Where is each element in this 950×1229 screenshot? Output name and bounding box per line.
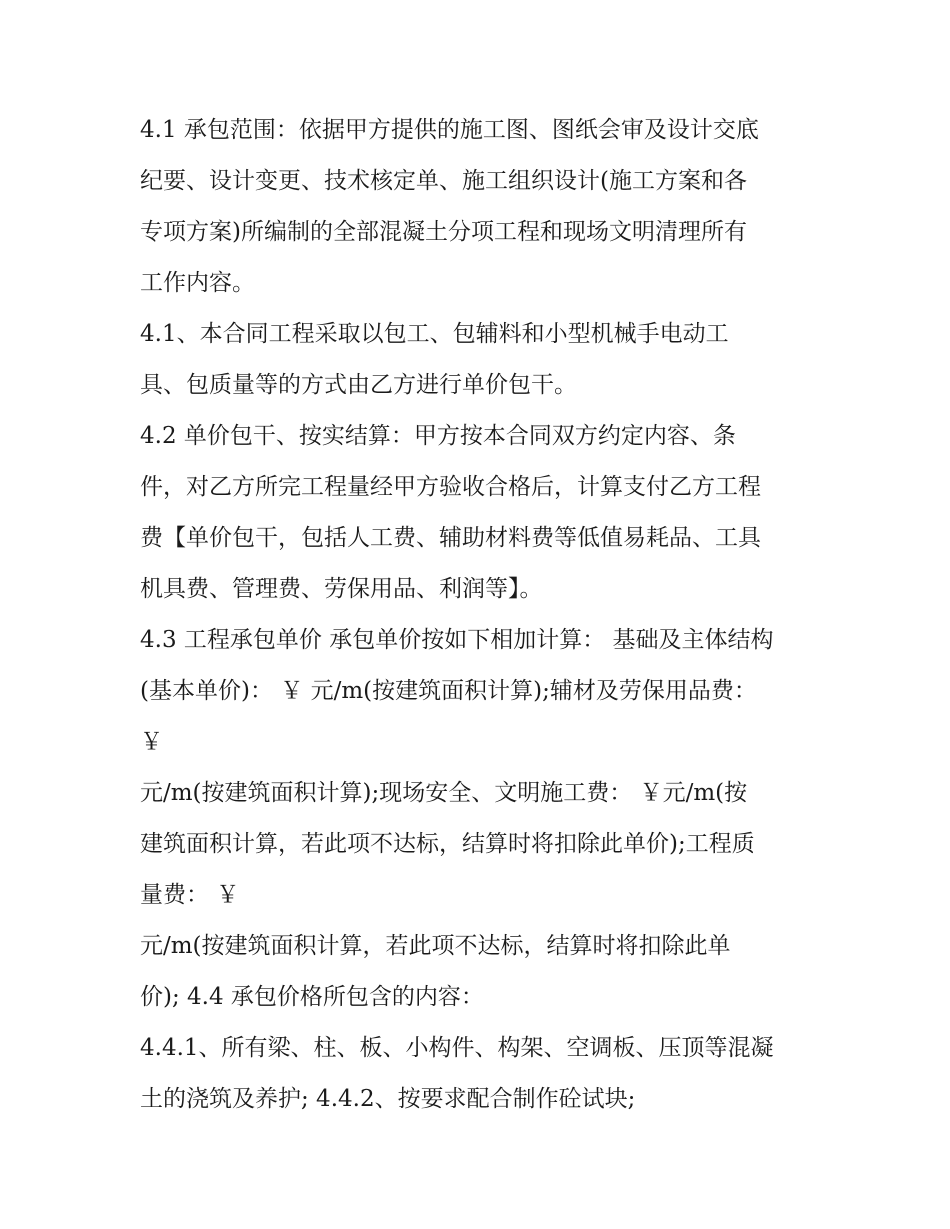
text-line: 专项方案)所编制的全部混凝土分项工程和现场文明清理所有 bbox=[140, 219, 747, 245]
text-line: 4.4.1、所有梁、柱、板、小构件、构架、空调板、压顶等混凝 bbox=[140, 1035, 774, 1061]
text-line: 建筑面积计算，若此项不达标，结算时将扣除此单价);工程质 bbox=[140, 831, 755, 857]
text-line: 费【单价包干，包括人工费、辅助材料费等低值易耗品、工具 bbox=[140, 525, 761, 551]
text-line: 土的浇筑及养护; 4.4.2、按要求配合制作砼试块; bbox=[140, 1086, 636, 1112]
text-line: 4.3 工程承包单价 承包单价按如下相加计算： 基础及主体结构 bbox=[140, 627, 774, 653]
text-line: 量费： ￥ bbox=[140, 882, 240, 908]
text-line: 4.2 单价包干、按实结算：甲方按本合同双方约定内容、条 bbox=[140, 423, 736, 449]
text-line: 件，对乙方所完工程量经甲方验收合格后，计算支付乙方工程 bbox=[140, 474, 761, 500]
text-line: 纪要、设计变更、技术核定单、施工组织设计(施工方案和各 bbox=[140, 168, 747, 194]
text-line: 价); 4.4 承包价格所包含的内容： bbox=[140, 984, 484, 1010]
text-line: 机具费、管理费、劳保用品、利润等】。 bbox=[140, 576, 543, 602]
contract-text-body bbox=[140, 112, 830, 1132]
text-line: 元/m(按建筑面积计算);现场安全、文明施工费： ￥元/m(按 bbox=[140, 780, 748, 806]
text-line: ￥ bbox=[140, 729, 163, 755]
text-line: 具、包质量等的方式由乙方进行单价包干。 bbox=[140, 372, 577, 398]
text-line: 元/m(按建筑面积计算，若此项不达标，结算时将扣除此单 bbox=[140, 933, 731, 959]
text-line: (基本单价)： ￥ 元/m(按建筑面积计算);辅材及劳保用品费： bbox=[140, 678, 757, 704]
text-line: 工作内容。 bbox=[140, 270, 255, 296]
text-line: 4.1、本合同工程采取以包工、包辅料和小型机械手电动工 bbox=[140, 321, 729, 347]
text-line: 4.1 承包范围：依据甲方提供的施工图、图纸会审及设计交底 bbox=[140, 117, 759, 143]
